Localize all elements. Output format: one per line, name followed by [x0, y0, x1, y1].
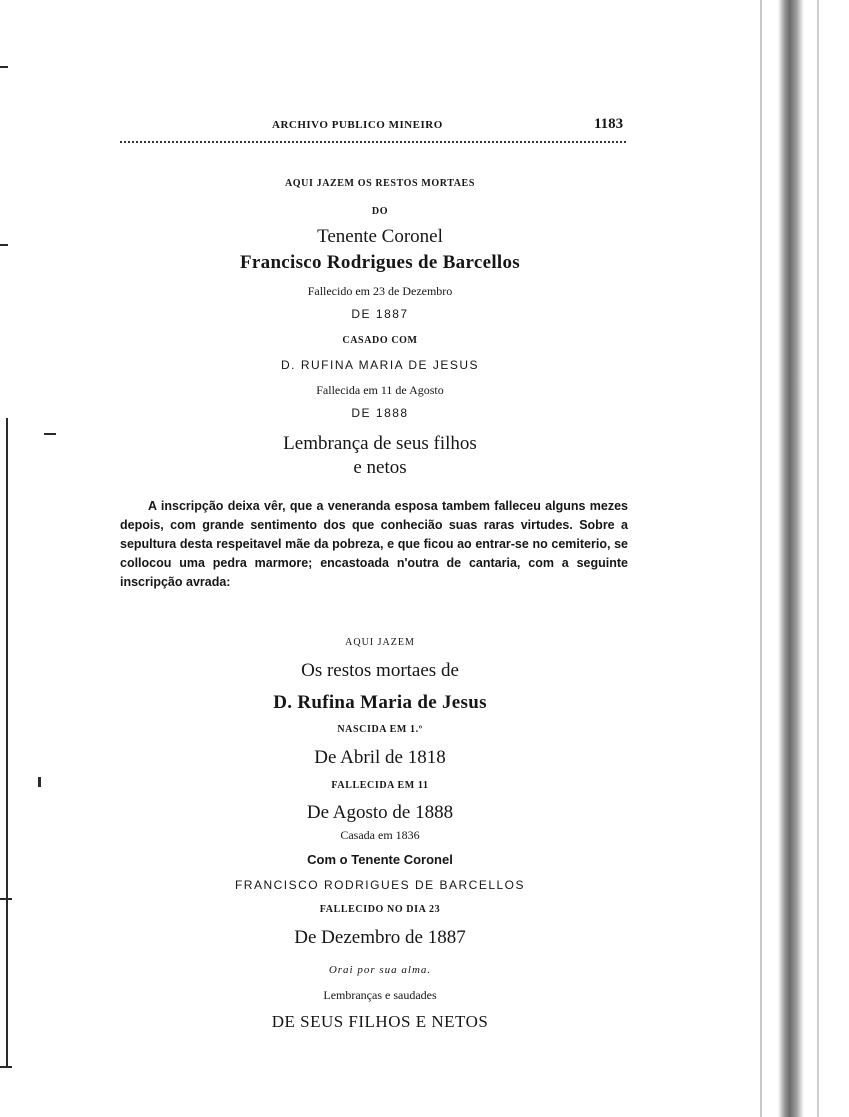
- inscription-line: Os restos mortaes de: [301, 660, 459, 681]
- inscription-line: DE 1888: [351, 406, 409, 420]
- inscription-line: AQUI JAZEM: [345, 637, 415, 648]
- inscription-line: AQUI JAZEM OS RESTOS MORTAES: [284, 178, 475, 189]
- inscription-line: Fallecido em 23 de Dezembro: [307, 284, 453, 298]
- inscription-line: DE 1887: [351, 307, 409, 321]
- inscription-name: D. Rufina Maria de Jesus: [273, 692, 487, 713]
- inscription-line: De Abril de 1818: [314, 747, 446, 768]
- inscription-line: e netos: [353, 457, 407, 478]
- scan-mark: [38, 777, 41, 787]
- inscription-line: FALLECIDA EM 11: [331, 780, 429, 791]
- inscription-line: Fallecida em 11 de Agosto: [316, 383, 444, 397]
- page-number: 1183: [594, 116, 624, 132]
- scan-mark: [0, 898, 12, 900]
- page-gutter-shadow: [817, 0, 819, 1117]
- inscription-line: Orai por sua alma.: [328, 964, 432, 976]
- inscription-line: Lembrança de seus filhos: [283, 433, 477, 454]
- scan-mark: [0, 244, 8, 246]
- inscription-line: DO: [371, 206, 389, 217]
- running-header-title: ARCHIVO PUBLICO MINEIRO: [272, 119, 443, 131]
- inscription-line: De Agosto de 1888: [306, 802, 454, 823]
- scan-edge-line: [6, 418, 8, 1066]
- page-gutter-shadow: [778, 0, 804, 1117]
- inscription-line: FALLECIDO NO DIA 23: [319, 904, 441, 915]
- header-rule: [120, 138, 626, 143]
- inscription-line: Tenente Coronel: [317, 226, 443, 247]
- inscription-line: Casada em 1836: [340, 828, 420, 842]
- inscription-line: DE SEUS FILHOS E NETOS: [271, 1012, 489, 1031]
- scan-mark: [44, 433, 56, 435]
- page-gutter-shadow: [760, 0, 762, 1117]
- scan-mark: [0, 1066, 12, 1068]
- inscription-line: NASCIDA EM 1.º: [337, 724, 423, 735]
- inscription-line: Com o Tenente Coronel: [307, 852, 453, 867]
- inscription-line: De Dezembro de 1887: [294, 927, 466, 948]
- inscription-line: FRANCISCO RODRIGUES DE BARCELLOS: [234, 878, 526, 892]
- inscription-name: Francisco Rodrigues de Barcellos: [240, 252, 520, 273]
- body-paragraph: A inscripção deixa vêr, que a veneranda esposa tambem falleceu alguns mezes depois, com grande sentimento dos que conhecião suas raras virtudes. Sobre a sepultura desta respeitavel mãe da pobreza, e que ficou ao entrar-se no cemiterio, se collocou uma pedra marmore; encastoada n'outra de cantaria, com a seguinte inscripção avrada:: [120, 499, 628, 589]
- inscription-line: Lembranças e saudades: [323, 988, 437, 1002]
- inscription-line: D. RUFINA MARIA DE JESUS: [280, 358, 480, 372]
- inscription-line: CASADO COM: [342, 335, 418, 346]
- scan-mark: [0, 66, 8, 68]
